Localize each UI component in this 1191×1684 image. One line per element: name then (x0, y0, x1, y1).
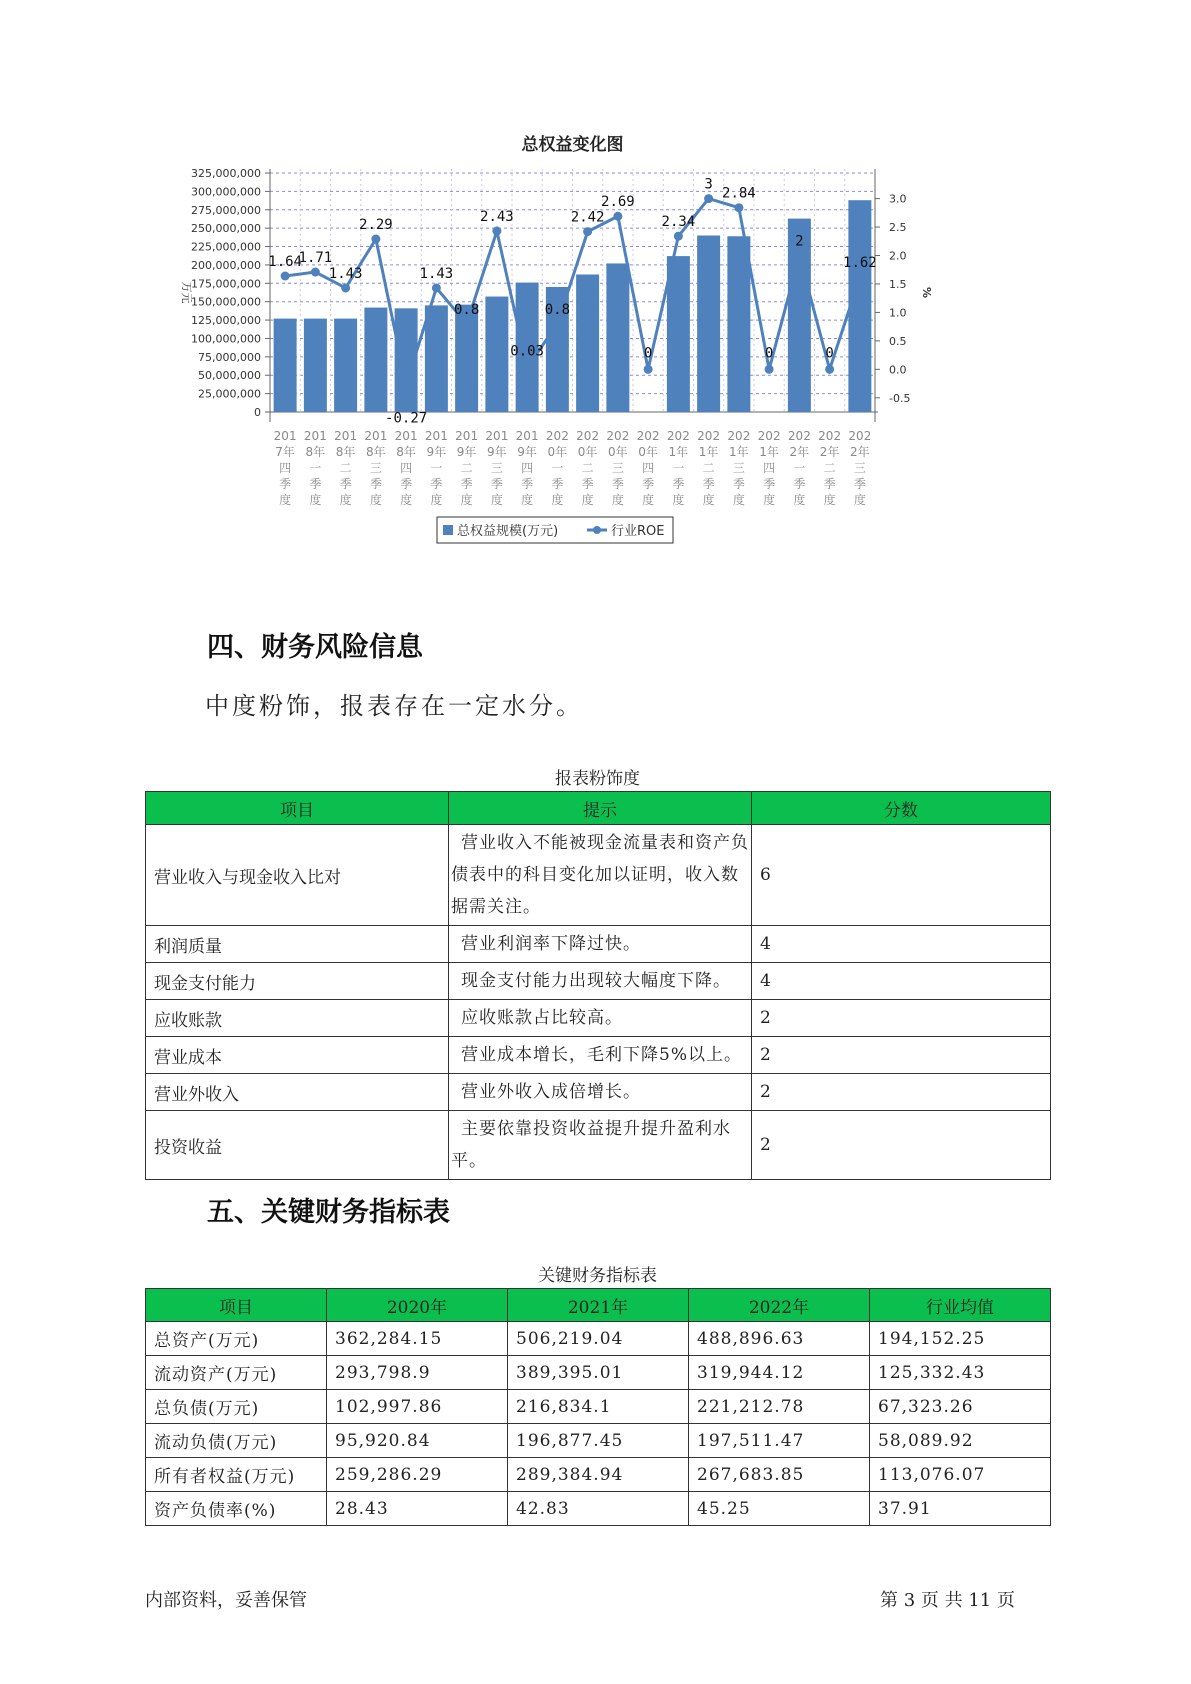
x-tick-label: 201 (364, 429, 388, 443)
x-tick-label: 季 (551, 477, 564, 491)
legend-line-label: 行业ROE (611, 524, 665, 539)
risk-item: 投资收益 (146, 1111, 449, 1180)
x-tick-label: 8年 (366, 445, 386, 459)
roe-point (553, 319, 562, 328)
x-tick-label: 四 (763, 461, 776, 475)
x-tick-label: 2年 (819, 445, 840, 459)
x-tick-label: 201 (303, 429, 327, 443)
x-tick-label: 202 (606, 429, 630, 443)
y-tick-label: 150,000,000 (191, 295, 261, 309)
roe-point (855, 273, 864, 282)
y2-tick-label: 2.5 (889, 221, 907, 235)
risk-table (145, 791, 1051, 1180)
x-tick-label: 202 (787, 429, 811, 443)
roe-data-label: 2.69 (601, 194, 635, 211)
y-tick-label: 25,000,000 (198, 387, 261, 401)
risk-score: 2 (752, 1074, 1051, 1111)
kpi-industry-avg: 37.91 (870, 1492, 1051, 1526)
x-tick-label: 季 (460, 477, 473, 491)
y-axis-label: 万元 (180, 281, 193, 304)
x-tick-label: 2年 (789, 445, 810, 459)
x-tick-label: 1年 (668, 445, 689, 459)
risk-score: 4 (752, 926, 1051, 963)
risk-score: 6 (752, 825, 1051, 926)
x-tick-label: 0年 (638, 445, 658, 459)
table-row (146, 963, 1051, 1000)
y2-tick-label: 1.5 (889, 277, 907, 291)
risk-summary-text: 中度粉饰，报表存在一定水分。 (205, 692, 583, 720)
x-tick-label: 季 (732, 477, 745, 491)
kpi-2020: 293,798.9 (327, 1356, 508, 1390)
table-row (146, 1000, 1051, 1037)
kpi-table (145, 1288, 1051, 1526)
risk-item: 利润质量 (146, 926, 449, 963)
equity-chart-svg (175, 130, 1025, 600)
kpi-2022: 319,944.12 (689, 1356, 870, 1390)
roe-point (281, 271, 290, 280)
x-tick-label: 三 (369, 461, 382, 475)
y-tick-label: 175,000,000 (191, 277, 261, 291)
x-tick-label: 季 (853, 477, 866, 491)
x-tick-label: 202 (727, 429, 751, 443)
x-tick-label: 度 (611, 493, 624, 507)
bar (727, 236, 750, 412)
kpi-2022: 45.25 (689, 1492, 870, 1526)
x-tick-label: 季 (521, 477, 534, 491)
x-tick-label: 1年 (698, 445, 719, 459)
x-tick-label: 1年 (759, 445, 779, 459)
x-tick-label: 度 (551, 493, 564, 507)
x-tick-label: 度 (732, 493, 745, 507)
roe-point (492, 227, 501, 236)
kpi-2022: 267,683.85 (689, 1458, 870, 1492)
kpi-table-caption: 关键财务指标表 (538, 1266, 657, 1286)
roe-data-label: 1.71 (298, 250, 333, 267)
x-tick-label: 一 (309, 461, 322, 475)
roe-data-label: 0.8 (453, 301, 480, 318)
x-tick-label: 9年 (426, 445, 447, 459)
y-tick-label: 0 (254, 406, 261, 419)
x-tick-label: 一 (430, 461, 443, 475)
x-tick-label: 度 (521, 493, 534, 507)
roe-data-label: 1.43 (419, 265, 454, 282)
table-row (146, 1037, 1051, 1074)
legend-line-marker (593, 526, 601, 534)
kpi-industry-avg: 194,152.25 (870, 1322, 1051, 1356)
header-hint: 提示 (449, 792, 752, 825)
section-title-financial-risk: 四、财务风险信息 (207, 632, 423, 663)
x-tick-label: 季 (793, 477, 806, 491)
x-tick-label: 季 (642, 477, 655, 491)
risk-item: 营业成本 (146, 1037, 449, 1074)
kpi-industry-avg: 113,076.07 (870, 1458, 1051, 1492)
footer-page-number: 第 3 页 共 11 页 (880, 1590, 1015, 1611)
x-tick-label: 一 (551, 461, 564, 475)
kpi-2021: 506,219.04 (508, 1322, 689, 1356)
roe-data-label: -0.27 (385, 410, 428, 427)
risk-score: 2 (752, 1037, 1051, 1074)
table-row (146, 825, 1051, 926)
roe-point (795, 251, 804, 260)
risk-item: 营业外收入 (146, 1074, 449, 1111)
x-tick-label: 季 (611, 477, 624, 491)
kpi-2020: 362,284.15 (327, 1322, 508, 1356)
x-tick-label: 度 (430, 493, 443, 507)
x-tick-label: 202 (576, 429, 600, 443)
risk-hint: 现金支付能力出现较大幅度下降。 (449, 963, 752, 1000)
x-tick-label: 202 (757, 429, 781, 443)
kpi-industry-avg: 125,332.43 (870, 1356, 1051, 1390)
roe-data-label: 2.84 (722, 185, 756, 202)
roe-point (402, 380, 411, 389)
kpi-industry-avg: 67,323.26 (870, 1390, 1051, 1424)
x-tick-label: 季 (309, 477, 322, 491)
table-row (146, 1458, 1051, 1492)
header-2020: 2020年 (327, 1289, 508, 1322)
x-tick-label: 度 (642, 493, 655, 507)
section-title-key-indicators: 五、关键财务指标表 (207, 1197, 450, 1228)
x-tick-label: 度 (490, 493, 503, 507)
risk-table-header (146, 792, 1051, 825)
roe-point (371, 235, 380, 244)
equity-chart (175, 130, 1025, 600)
table-row (146, 1424, 1051, 1458)
header-industry-avg: 行业均值 (870, 1289, 1051, 1322)
x-tick-label: 四 (642, 461, 655, 475)
roe-data-label: 3 (704, 176, 713, 193)
y-tick-label: 75,000,000 (198, 350, 261, 364)
x-tick-label: 202 (818, 429, 842, 443)
table-row (146, 926, 1051, 963)
table-row (146, 1390, 1051, 1424)
x-tick-label: 度 (853, 493, 866, 507)
x-tick-label: 度 (279, 493, 292, 507)
roe-point (674, 232, 683, 241)
roe-data-label: 1.43 (328, 265, 363, 282)
x-tick-label: 度 (763, 493, 776, 507)
x-tick-label: 0年 (577, 445, 598, 459)
x-tick-label: 201 (515, 429, 539, 443)
x-tick-label: 季 (279, 477, 292, 491)
bar (606, 263, 629, 412)
bar (364, 308, 387, 412)
risk-hint: 营业外收入成倍增长。 (449, 1074, 752, 1111)
x-tick-label: 202 (636, 429, 660, 443)
kpi-2022: 197,511.47 (689, 1424, 870, 1458)
chart-title: 总权益变化图 (521, 135, 624, 155)
x-tick-label: 季 (400, 477, 413, 491)
x-tick-label: 季 (823, 477, 836, 491)
roe-point (462, 319, 471, 328)
x-tick-label: 9年 (456, 445, 477, 459)
risk-score: 2 (752, 1111, 1051, 1180)
x-tick-label: 四 (279, 461, 292, 475)
bar (485, 297, 508, 412)
x-tick-label: 度 (309, 493, 322, 507)
table-row (146, 1074, 1051, 1111)
bar (697, 236, 720, 412)
kpi-2020: 95,920.84 (327, 1424, 508, 1458)
x-tick-label: 8年 (305, 445, 326, 459)
kpi-2021: 196,877.45 (508, 1424, 689, 1458)
x-tick-label: 度 (400, 493, 413, 507)
bar (334, 319, 357, 412)
x-tick-label: 二 (339, 461, 352, 475)
x-tick-label: 四 (521, 461, 534, 475)
x-tick-label: 四 (400, 461, 413, 475)
roe-point (765, 365, 774, 374)
x-tick-label: 二 (823, 461, 836, 475)
x-tick-label: 二 (581, 461, 594, 475)
x-tick-label: 9年 (517, 445, 537, 459)
kpi-table-header (146, 1289, 1051, 1322)
x-tick-label: 二 (702, 461, 715, 475)
y-tick-label: 275,000,000 (191, 203, 261, 217)
risk-score: 4 (752, 963, 1051, 1000)
roe-point (644, 365, 653, 374)
x-tick-label: 度 (369, 493, 382, 507)
roe-data-label: 0 (764, 345, 774, 362)
roe-data-label: 1.64 (268, 253, 302, 270)
y-tick-label: 250,000,000 (191, 222, 261, 236)
y-tick-label: 125,000,000 (191, 314, 261, 328)
x-tick-label: 度 (339, 493, 352, 507)
table-row (146, 1322, 1051, 1356)
table-row (146, 1111, 1051, 1180)
kpi-2020: 28.43 (327, 1492, 508, 1526)
x-tick-label: 二 (460, 461, 473, 475)
risk-item: 营业收入与现金收入比对 (146, 825, 449, 926)
kpi-2021: 389,395.01 (508, 1356, 689, 1390)
header-2022: 2022年 (689, 1289, 870, 1322)
roe-data-label: 2.29 (359, 217, 393, 234)
x-tick-label: 0年 (608, 445, 628, 459)
x-tick-label: 度 (702, 493, 715, 507)
risk-hint: 主要依靠投资收益提升提升盈利水平。 (449, 1111, 752, 1180)
x-tick-label: 一 (672, 461, 685, 475)
x-tick-label: 季 (339, 477, 352, 491)
x-tick-label: 三 (490, 461, 503, 475)
x-tick-label: 季 (763, 477, 776, 491)
y-tick-label: 50,000,000 (198, 369, 261, 383)
footer-confidential-note: 内部资料，妥善保管 (145, 1590, 307, 1611)
kpi-item: 资产负债率(%) (146, 1492, 327, 1526)
bar (274, 319, 297, 412)
x-tick-label: 度 (672, 493, 685, 507)
x-tick-label: 201 (455, 429, 479, 443)
kpi-2020: 102,997.86 (327, 1390, 508, 1424)
x-tick-label: 度 (460, 493, 473, 507)
y-tick-label: 200,000,000 (191, 258, 261, 272)
x-tick-label: 季 (430, 477, 443, 491)
roe-point (432, 283, 441, 292)
roe-data-label: 2.42 (570, 209, 605, 226)
x-tick-label: 2年 (850, 445, 870, 459)
legend-bar-swatch (443, 525, 453, 535)
roe-point (613, 212, 622, 221)
kpi-item: 总负债(万元) (146, 1390, 327, 1424)
roe-data-label: 0 (643, 345, 653, 362)
risk-hint: 应收账款占比较高。 (449, 1000, 752, 1037)
kpi-item: 流动负债(万元) (146, 1424, 327, 1458)
y-tick-label: 100,000,000 (191, 332, 261, 346)
x-tick-label: 201 (334, 429, 358, 443)
x-tick-label: 201 (485, 429, 509, 443)
x-tick-label: 201 (424, 429, 448, 443)
y2-tick-label: 0.5 (889, 334, 907, 348)
x-tick-label: 季 (672, 477, 685, 491)
kpi-2022: 221,212.78 (689, 1390, 870, 1424)
header-2021: 2021年 (508, 1289, 689, 1322)
x-tick-label: 度 (823, 493, 836, 507)
bar (667, 256, 690, 412)
x-tick-label: 202 (666, 429, 690, 443)
roe-data-label: 0.03 (510, 343, 544, 360)
y2-tick-label: 1.0 (889, 306, 907, 320)
x-tick-label: 201 (394, 429, 418, 443)
x-tick-label: 8年 (396, 445, 416, 459)
legend-bar-label: 总权益规模(万元) (457, 524, 559, 539)
x-tick-label: 度 (581, 493, 594, 507)
x-tick-label: 0年 (547, 445, 568, 459)
y2-axis-label: % (920, 286, 933, 299)
roe-data-label: 2.34 (661, 214, 696, 231)
y2-tick-label: 0.0 (889, 363, 907, 377)
x-tick-label: 201 (273, 429, 297, 443)
kpi-2020: 259,286.29 (327, 1458, 508, 1492)
roe-data-label: 0 (825, 345, 834, 362)
y2-tick-label: 2.0 (889, 249, 907, 263)
x-tick-label: 三 (853, 461, 866, 475)
x-tick-label: 1年 (729, 445, 749, 459)
roe-point (523, 363, 532, 372)
y-tick-label: 225,000,000 (191, 240, 261, 254)
bar (576, 274, 599, 412)
risk-hint: 营业收入不能被现金流量表和资产负债表中的科目变化加以证明，收入数据需关注。 (449, 825, 752, 926)
risk-hint: 营业成本增长，毛利下降5%以上。 (449, 1037, 752, 1074)
x-tick-label: 8年 (335, 445, 356, 459)
x-tick-label: 季 (581, 477, 594, 491)
roe-data-label: 0.8 (544, 301, 571, 318)
x-tick-label: 三 (611, 461, 624, 475)
roe-point (825, 365, 834, 374)
x-tick-label: 202 (545, 429, 569, 443)
x-tick-label: 7年 (275, 445, 295, 459)
kpi-item: 流动资产(万元) (146, 1356, 327, 1390)
kpi-industry-avg: 58,089.92 (870, 1424, 1051, 1458)
roe-data-label: 1.62 (843, 255, 877, 272)
y2-tick-label: 3.0 (889, 192, 907, 206)
roe-data-label: 2 (795, 233, 804, 250)
x-tick-label: 季 (702, 477, 715, 491)
bar (304, 319, 327, 412)
risk-score: 2 (752, 1000, 1051, 1037)
roe-point (341, 283, 350, 292)
header-item: 项目 (146, 792, 449, 825)
kpi-2021: 216,834.1 (508, 1390, 689, 1424)
x-tick-label: 季 (369, 477, 382, 491)
roe-data-label: 2.43 (480, 209, 514, 226)
header-score: 分数 (752, 792, 1051, 825)
x-tick-label: 一 (793, 461, 806, 475)
kpi-2021: 289,384.94 (508, 1458, 689, 1492)
kpi-item: 总资产(万元) (146, 1322, 327, 1356)
x-tick-label: 三 (732, 461, 745, 475)
x-tick-label: 9年 (487, 445, 507, 459)
risk-item: 现金支付能力 (146, 963, 449, 1000)
y2-tick-label: -0.5 (889, 391, 911, 405)
x-tick-label: 季 (490, 477, 503, 491)
table-row (146, 1356, 1051, 1390)
kpi-2021: 42.83 (508, 1492, 689, 1526)
y-tick-label: 325,000,000 (191, 167, 261, 180)
x-tick-label: 202 (697, 429, 721, 443)
risk-item: 应收账款 (146, 1000, 449, 1037)
kpi-item: 所有者权益(万元) (146, 1458, 327, 1492)
kpi-2022: 488,896.63 (689, 1322, 870, 1356)
roe-point (734, 203, 743, 212)
x-tick-label: 202 (848, 429, 872, 443)
y-tick-label: 300,000,000 (191, 185, 261, 199)
header-item: 项目 (146, 1289, 327, 1322)
roe-point (311, 268, 320, 277)
roe-point (583, 227, 592, 236)
x-tick-label: 度 (793, 493, 806, 507)
risk-hint: 营业利润率下降过快。 (449, 926, 752, 963)
roe-point (704, 194, 713, 203)
table-row (146, 1492, 1051, 1526)
bar (425, 305, 448, 412)
risk-table-caption: 报表粉饰度 (555, 769, 640, 789)
